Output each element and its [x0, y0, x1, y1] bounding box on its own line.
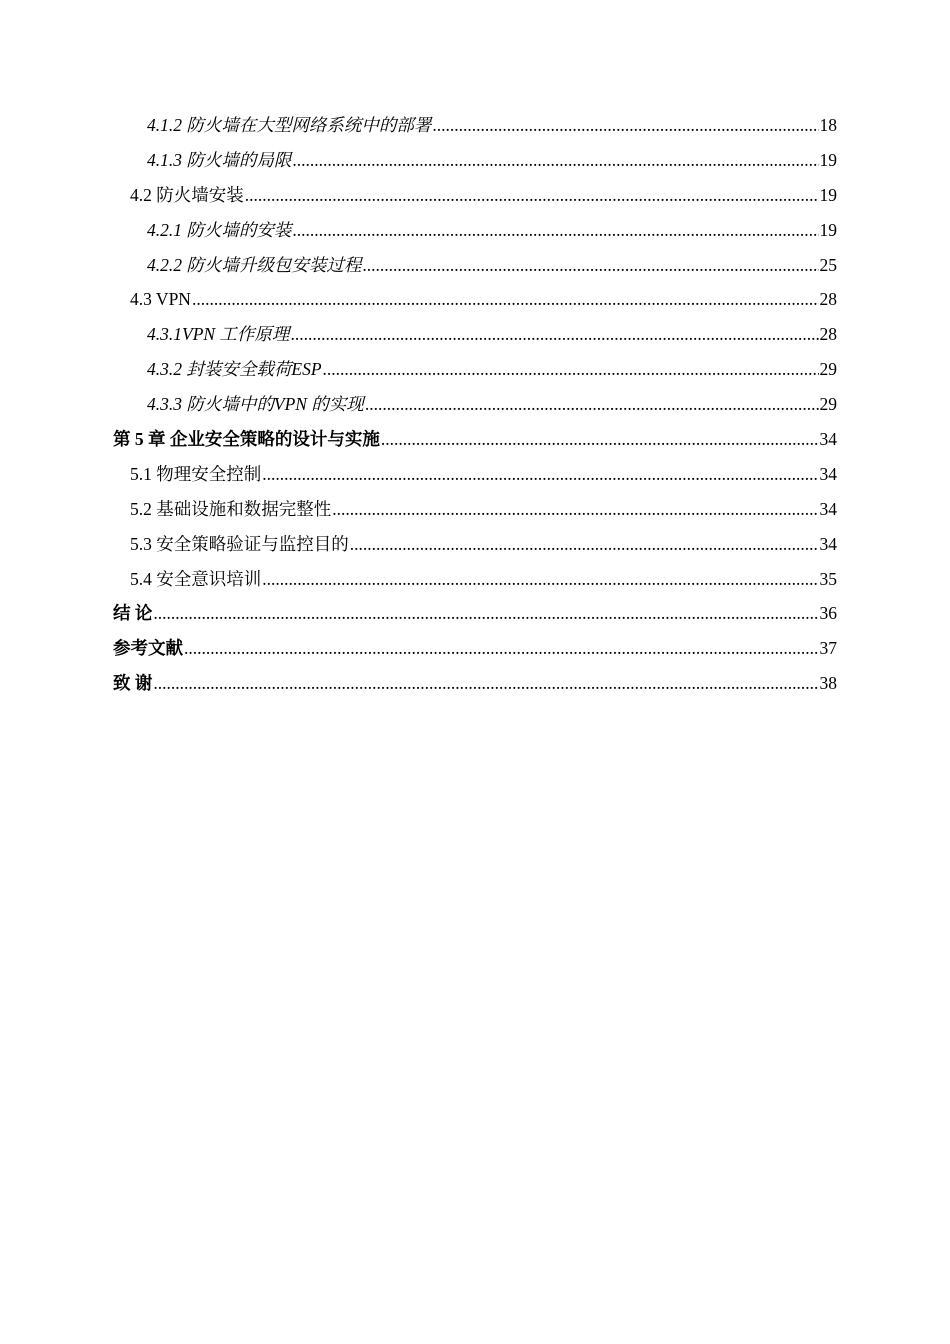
toc-entry[interactable]	[113, 387, 837, 422]
toc-entry-title: 4.3 VPN	[130, 289, 191, 310]
toc-entry-page: 28	[819, 324, 837, 345]
toc-entry-title: 第 5 章 企业安全策略的设计与实施	[113, 429, 380, 450]
toc-entry-page: 18	[819, 115, 837, 135]
toc-entry-title: 致 谢	[113, 673, 153, 694]
toc-entry-page: 34	[819, 498, 837, 519]
toc-entry-title: 4.2.1 防火墙的安装	[147, 219, 292, 240]
toc-entry-title: 5.3 安全策略验证与监控目的	[130, 533, 349, 554]
toc-dot-leader	[153, 596, 818, 631]
toc-entry[interactable]	[113, 631, 837, 666]
toc-entry-page: 38	[819, 673, 837, 694]
toc-entry-title: 参考文献	[113, 638, 183, 659]
toc-entry-title: 4.1.2 防火墙在大型网络系统中的部署	[147, 115, 432, 135]
toc-entry-page: 19	[819, 219, 837, 240]
toc-entry[interactable]	[113, 143, 837, 178]
toc-dot-leader	[262, 457, 818, 492]
toc-dot-leader	[432, 108, 818, 143]
toc-entry-page: 34	[819, 429, 837, 450]
toc-dot-leader	[290, 317, 818, 352]
toc-entry-page: 36	[819, 603, 837, 624]
toc-entry[interactable]	[113, 178, 837, 213]
toc-entry[interactable]	[113, 213, 837, 248]
toc-entry-page: 34	[819, 533, 837, 554]
toc-entry-page: 34	[819, 463, 837, 484]
toc-entry-page: 35	[819, 568, 837, 589]
toc-entry-title: 结 论	[113, 603, 153, 624]
toc-dot-leader	[192, 282, 819, 317]
toc-entry-page: 19	[819, 184, 837, 205]
toc-dot-leader	[332, 492, 818, 527]
toc-entry[interactable]	[113, 317, 837, 352]
toc-entry-title: 5.2 基础设施和数据完整性	[130, 498, 332, 519]
toc-dot-leader	[292, 213, 818, 248]
toc-entry[interactable]	[113, 596, 837, 631]
toc-dot-leader	[323, 352, 819, 387]
toc-entry[interactable]	[113, 492, 837, 527]
toc-entry-title: 4.1.3 防火墙的局限	[147, 149, 292, 170]
toc-dot-leader	[153, 666, 818, 701]
toc-entry-page: 37	[819, 638, 837, 659]
toc-entry-page: 25	[819, 254, 837, 275]
toc-entry[interactable]	[113, 562, 837, 597]
toc-entry[interactable]	[113, 108, 837, 143]
toc-entry[interactable]	[113, 422, 837, 457]
toc-entry-title: 4.3.3 防火墙中的VPN 的实现	[147, 394, 364, 415]
toc-entry[interactable]	[113, 248, 837, 283]
toc-dot-leader	[245, 178, 819, 213]
toc-dot-leader	[184, 631, 819, 666]
toc-entry[interactable]	[113, 666, 837, 701]
toc-entry[interactable]	[113, 282, 837, 317]
toc-entry-page: 28	[819, 289, 837, 310]
toc-entry-page: 29	[819, 359, 837, 380]
toc-entry-title: 4.3.1VPN 工作原理	[147, 324, 290, 345]
toc-dot-leader	[381, 422, 819, 457]
toc-entry-title: 4.2.2 防火墙升级包安装过程	[147, 254, 362, 275]
table-of-contents	[113, 108, 837, 701]
toc-entry-title: 5.4 安全意识培训	[130, 568, 262, 589]
toc-entry-title: 4.3.2 封装安全载荷ESP	[147, 359, 322, 380]
toc-entry[interactable]	[113, 352, 837, 387]
toc-dot-leader	[350, 527, 819, 562]
toc-entry[interactable]	[113, 527, 837, 562]
toc-entry-page: 19	[819, 149, 837, 170]
toc-dot-leader	[365, 387, 819, 422]
toc-dot-leader	[362, 248, 818, 283]
toc-entry-page: 29	[819, 394, 837, 415]
toc-dot-leader	[292, 143, 818, 178]
toc-entry-title: 4.2 防火墙安装	[130, 184, 244, 205]
toc-entry-title: 5.1 物理安全控制	[130, 463, 262, 484]
toc-dot-leader	[262, 562, 818, 597]
toc-entry[interactable]	[113, 457, 837, 492]
